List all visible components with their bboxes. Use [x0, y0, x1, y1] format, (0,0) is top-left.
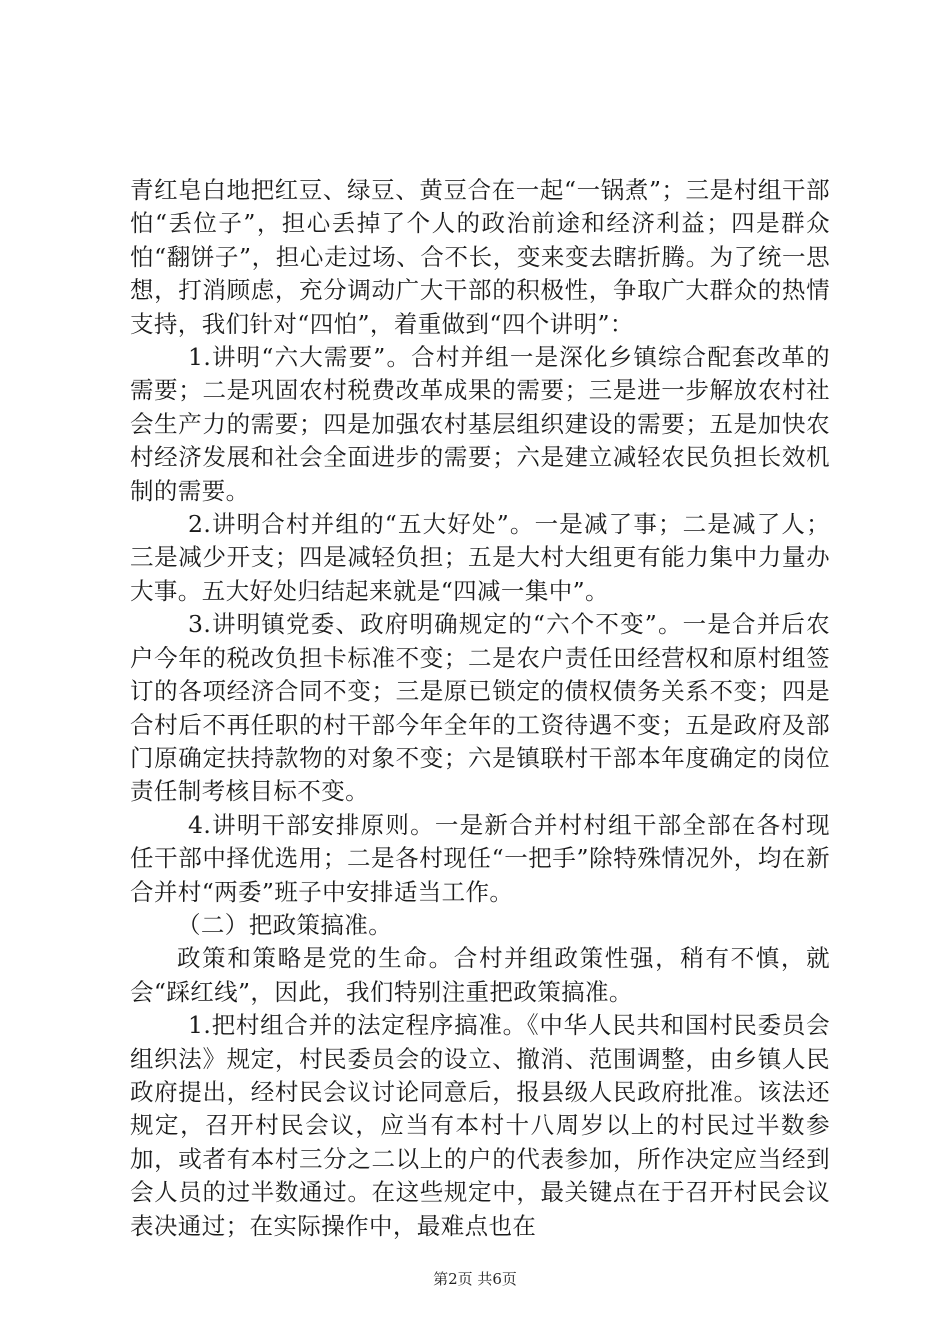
paragraph-point-4-cadre-arrangement: 4.讲明干部安排原则。一是新合并村村组干部全部在各村现任干部中择优选用；二是各村现任“一把手”除特殊情况外，均在新合并村“两委”班子中安排适当工作。: [130, 810, 830, 906]
paragraph-policy-intro: 政策和策略是党的生命。合村并组政策性强，稍有不慎，就会“踩红线”，因此，我们特别注重把政策搞准。: [130, 944, 830, 1006]
paragraph-policy-point-1: 1.把村组合并的法定程序搞准。《中华人民共和国村民委员会组织法》规定，村民委员会的设立、撤消、范围调整，由乡镇人民政府提出，经村民会议讨论同意后，报县级人民政府批准。该法还规定，召开村民会议，应当有本村十八周岁以上的村民过半数参加，或者有本村三分之二以上的户的代表参加，所作决定应当经到会人员的过半数通过。在这些规定中，最关键点在于召开村民会议表决通过；在实际操作中，最难点也在: [130, 1011, 830, 1240]
document-body: [130, 174, 830, 1243]
paragraph-point-1-six-needs: 1.讲明“六大需要”。合村并组一是深化乡镇综合配套改革的需要；二是巩固农村税费改革成果的需要；三是进一步解放农村社会生产力的需要；四是加强农村基层组织建设的需要；五是加快农村经济发展和社会全面进步的需要；六是建立减轻农民负担长效机制的需要。: [130, 343, 830, 505]
paragraph-point-3-six-unchanged: 3.讲明镇党委、政府明确规定的“六个不变”。一是合并后农户今年的税改负担卡标准不变；二是农户责任田经营权和原村组签订的各项经济合同不变；三是原已锁定的债权债务关系不变；四是合村后不再任职的村干部今年全年的工资待遇不变；五是政府及部门原确定扶持款物的对象不变；六是镇联村干部本年度确定的岗位责任制考核目标不变。: [130, 610, 830, 806]
paragraph-point-2-five-benefits: 2.讲明合村并组的“五大好处”。一是减了事；二是减了人；三是减少开支；四是减轻负担；五是大村大组更有能力集中力量办大事。五大好处归结起来就是“四减一集中”。: [130, 510, 830, 605]
page-number-footer: 第2页 共6页: [433, 1270, 517, 1288]
paragraph-continuation: 青红皂白地把红豆、绿豆、黄豆合在一起“一锅煮”；三是村组干部怕“丢位子”，担心丢掉了个人的政治前途和经济利益；四是群众怕“翻饼子”，担心走过场、合不长，变来变去瞎折腾。为了统一思想，打消顾虑，充分调动广大干部的积极性，争取广大群众的热情支持，我们针对“四怕”，着重做到“四个讲明”：: [130, 176, 830, 338]
section-heading-policy: （二）把政策搞准。: [177, 910, 393, 939]
